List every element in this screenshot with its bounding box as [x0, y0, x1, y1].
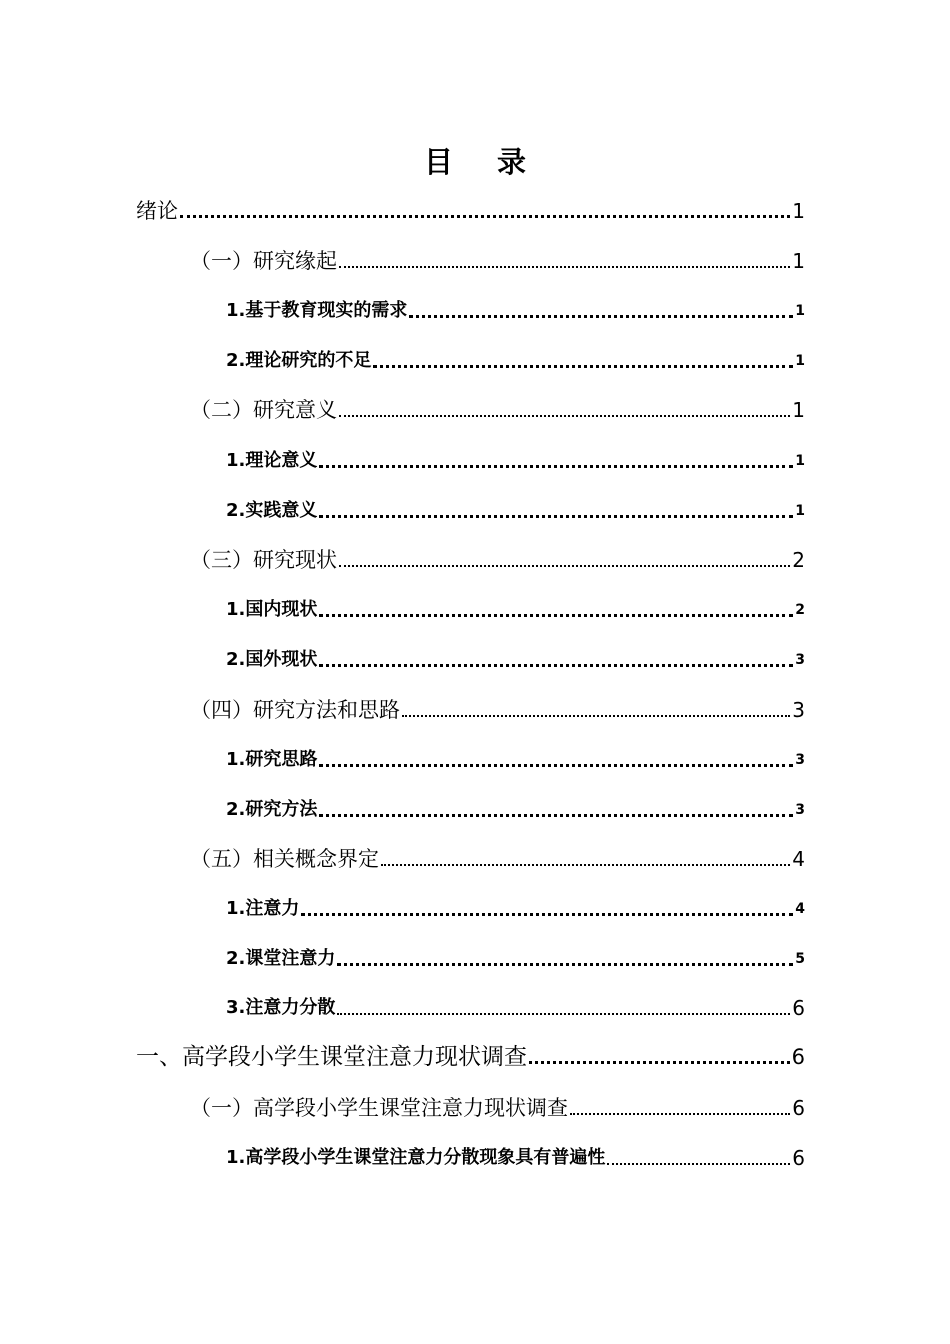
toc-entry-education-needs[interactable]	[226, 296, 805, 326]
toc-page-number: 4	[792, 847, 805, 871]
dot-leader	[529, 1061, 790, 1064]
dot-leader	[381, 864, 790, 866]
toc-page-number: 6	[792, 1096, 805, 1120]
toc-page-number: 4	[795, 901, 805, 917]
dot-leader	[319, 664, 793, 667]
toc-page-number: 1	[795, 503, 805, 519]
toc-page-number: 1	[795, 353, 805, 369]
toc-entry-label: 绪论	[136, 199, 178, 223]
toc-page-number: 2	[795, 602, 805, 618]
toc-page-number: 5	[795, 951, 805, 967]
toc-entry-label: 3.注意力分散	[226, 997, 336, 1018]
toc-page-number: 3	[795, 752, 805, 768]
dot-leader	[319, 515, 793, 518]
dot-leader	[319, 764, 793, 767]
dot-leader	[409, 315, 793, 318]
toc-page-number: 6	[791, 1045, 805, 1069]
dot-leader	[607, 1163, 790, 1165]
dot-leader	[570, 1113, 790, 1115]
toc-entry-label: （五）相关概念界定	[190, 847, 379, 871]
dot-leader	[339, 415, 790, 417]
toc-entry-chapter-one[interactable]	[136, 1042, 805, 1072]
page-title: 目录	[423, 145, 570, 179]
toc-entry-label: 2.理论研究的不足	[226, 350, 372, 371]
toc-entry-research-methods[interactable]	[226, 795, 805, 825]
toc-entry-introduction[interactable]	[136, 196, 805, 226]
toc-page-number: 1	[792, 199, 805, 223]
toc-entry-classroom-attention[interactable]	[226, 944, 805, 974]
toc-entry-label: （二）研究意义	[190, 398, 337, 422]
toc-entry-label: 一、高学段小学生课堂注意力现状调查	[136, 1044, 527, 1070]
dot-leader	[373, 365, 793, 368]
dot-leader	[180, 215, 790, 218]
toc-entry-research-status[interactable]	[190, 545, 805, 575]
toc-entry-practical-significance[interactable]	[226, 496, 805, 526]
toc-entry-label: （一）高学段小学生课堂注意力现状调查	[190, 1096, 568, 1120]
dot-leader	[319, 614, 793, 617]
toc-entry-attention-distraction[interactable]	[226, 993, 805, 1023]
toc-page-number: 6	[792, 1146, 805, 1170]
toc-entry-label: （一）研究缘起	[190, 249, 337, 273]
toc-page-number: 1	[792, 398, 805, 422]
toc-entry-label: 2.国外现状	[226, 649, 318, 670]
toc-entry-foreign-status[interactable]	[226, 645, 805, 675]
dot-leader	[339, 565, 790, 567]
toc-entry-label: 1.基于教育现实的需求	[226, 300, 408, 321]
toc-entry-research-approach[interactable]	[226, 745, 805, 775]
toc-entry-label: 2.研究方法	[226, 799, 318, 820]
dot-leader	[337, 963, 793, 966]
toc-entry-concept-definitions[interactable]	[190, 844, 805, 874]
toc-entry-research-significance[interactable]	[190, 395, 805, 425]
toc-entry-theoretical-significance[interactable]	[226, 446, 805, 476]
toc-page-number: 3	[795, 652, 805, 668]
toc-page-number: 2	[792, 548, 805, 572]
toc-entry-status-survey[interactable]	[190, 1093, 805, 1123]
dot-leader	[319, 814, 793, 817]
toc-page-number: 1	[795, 453, 805, 469]
toc-entry-label: 2.课堂注意力	[226, 948, 336, 969]
toc-page-number: 1	[792, 249, 805, 273]
toc-entry-distraction-universality[interactable]	[226, 1143, 805, 1173]
toc-entry-label: 1.注意力	[226, 898, 300, 919]
dot-leader	[402, 715, 790, 717]
toc-entry-label: （三）研究现状	[190, 548, 337, 572]
toc-entry-label: 1.理论意义	[226, 450, 318, 471]
toc-page-number: 6	[792, 996, 805, 1020]
toc-page-number: 1	[795, 303, 805, 319]
toc-entry-attention[interactable]	[226, 894, 805, 924]
toc-entry-research-origin[interactable]	[190, 246, 805, 276]
toc-entry-methods-and-approach[interactable]	[190, 695, 805, 725]
toc-entry-theory-gaps[interactable]	[226, 346, 805, 376]
toc-entry-label: 2.实践意义	[226, 500, 318, 521]
dot-leader	[339, 266, 790, 268]
toc-page-number: 3	[792, 698, 805, 722]
toc-entry-label: 1.研究思路	[226, 749, 318, 770]
dot-leader	[319, 465, 793, 468]
toc-page-number: 3	[795, 802, 805, 818]
dot-leader	[337, 1013, 790, 1015]
toc-entry-label: 1.高学段小学生课堂注意力分散现象具有普遍性	[226, 1147, 606, 1168]
toc-entry-domestic-status[interactable]	[226, 595, 805, 625]
toc-entry-label: （四）研究方法和思路	[190, 698, 400, 722]
toc-entry-label: 1.国内现状	[226, 599, 318, 620]
dot-leader	[301, 913, 793, 916]
